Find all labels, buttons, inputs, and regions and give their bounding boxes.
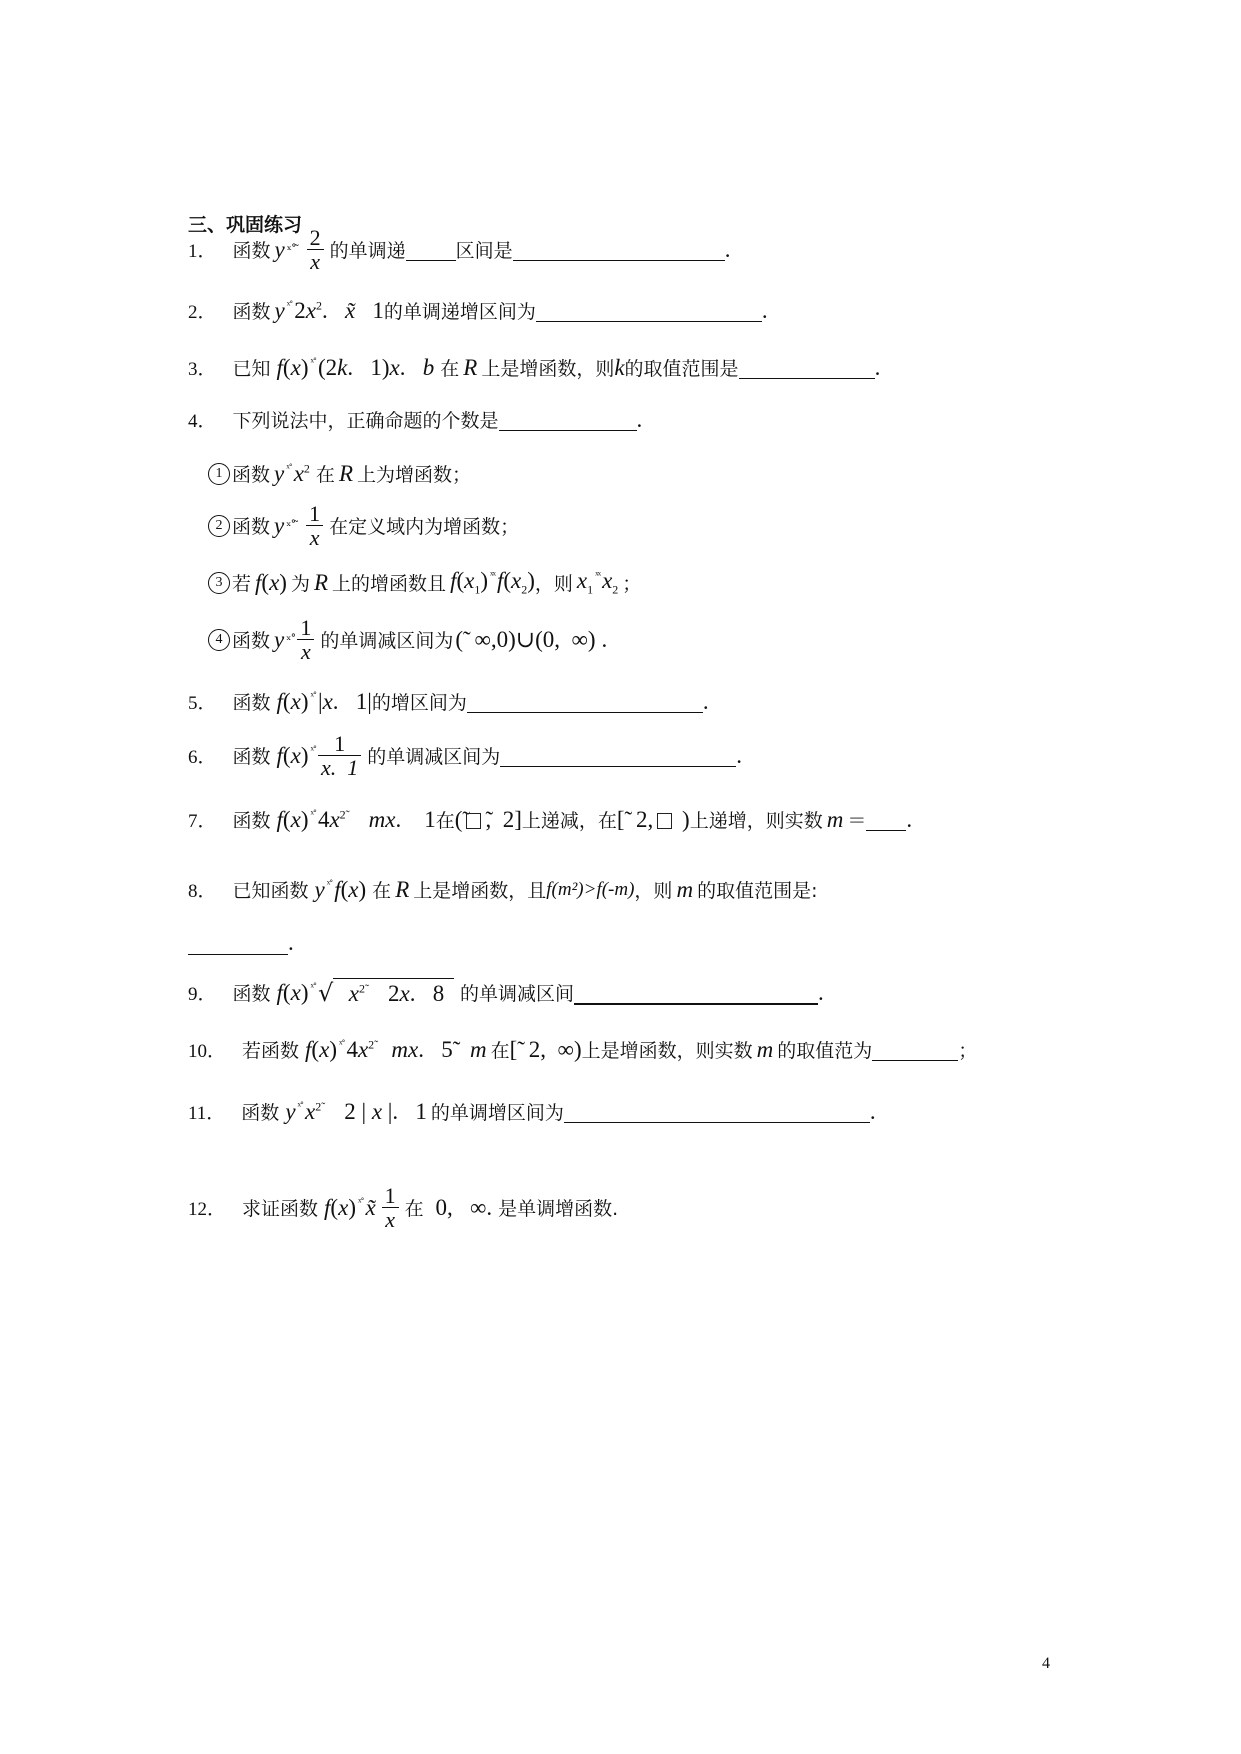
punctuation: . (702, 688, 709, 714)
answer-blank[interactable] (513, 238, 725, 261)
math-expr: f(x) $^{ˣ˚}$(2k. 1)x. b (276, 354, 435, 380)
question-number: 5． (188, 693, 217, 714)
circled-number: 3 (208, 572, 230, 594)
statement-text: 函数 (232, 630, 271, 653)
math-expr: y $^{ˣ˚}x^{2̃}$ 2 | x |. 1 (285, 1098, 427, 1124)
answer-blank[interactable] (872, 1038, 958, 1061)
question-text: 函数 (232, 301, 271, 323)
statement-text: 在 (315, 464, 335, 486)
question-text: 下列说法中，正确命题的个数是 (232, 410, 499, 432)
question-text: 在 (440, 358, 460, 380)
statement-text: 函数 (232, 464, 271, 486)
math-expr: R (338, 460, 353, 486)
question-text: 函数 (232, 810, 271, 832)
question-number: 12． (188, 1199, 227, 1221)
question-text: 求证函数 (242, 1198, 319, 1221)
punctuation: . (736, 742, 742, 768)
statement-3 (208, 568, 641, 598)
math-expr: R (395, 876, 410, 902)
math-expr: R (463, 354, 478, 380)
question-text: 在 (435, 810, 455, 832)
statement-2: 2 函数 y ˣ˚ ̃ $\frac{1}{x}$ 在定义域内为增函数； (208, 502, 519, 549)
question-number: 9． (188, 984, 217, 1005)
math-expr: y (274, 512, 285, 538)
math-expr: y $^{ˣ˚}$f(x) (314, 876, 367, 902)
math-expr: y $^{ˣ˚}x^2$ (274, 460, 310, 486)
question-text: 函数 (232, 692, 271, 714)
question-text: 在 (372, 880, 392, 902)
question-text: 的取值范围是: (697, 880, 818, 902)
question-text: ，则 (634, 880, 673, 902)
answer-blank[interactable] (467, 690, 703, 713)
question-text: 的取值范 (777, 1040, 854, 1062)
question-11 (188, 1098, 876, 1125)
math-expr: f(x) $^{ˣ˚}4x^{2̃}$ mx. 1 (276, 806, 436, 832)
statement-text: 上为增函数； (357, 464, 472, 486)
page-number: 4 (1042, 1655, 1050, 1672)
question-7 (188, 806, 912, 833)
punctuation: . (817, 979, 824, 1005)
math-expr: f(x) $^{ˣ˚}4x^{2̃}$ mx. 5̃ m (305, 1036, 487, 1062)
circled-number: 4 (208, 629, 230, 651)
question-text: ＝ (847, 810, 867, 832)
math-expr: m (826, 806, 844, 832)
question-number: 2． (188, 302, 217, 323)
fraction: $\frac{2}{x}$ (307, 226, 324, 273)
punctuation: . (874, 354, 881, 380)
math-expr: y (274, 236, 285, 262)
math-expr: k (614, 354, 625, 380)
answer-blank[interactable] (406, 238, 456, 261)
punctuation: . (761, 297, 768, 323)
question-number: 6． (188, 747, 217, 769)
statement-text: 上的增函数且 (332, 573, 447, 596)
question-10 (188, 1036, 977, 1063)
answer-blank[interactable] (866, 808, 906, 831)
math-expr: y $^{ˣ˚}2x^2$. x̃ 1 (274, 297, 384, 323)
math-expr: m (756, 1036, 774, 1062)
math-expr: f(x) (255, 569, 287, 595)
answer-blank[interactable] (499, 408, 637, 431)
statement-text: 在定义域内为增函数； (329, 516, 520, 539)
question-text: 的单调减区间 (459, 983, 574, 1005)
question-text: 在 (490, 1040, 510, 1062)
question-5 (188, 688, 709, 715)
section-title: 三、巩固练习 (188, 214, 303, 236)
answer-blank[interactable] (564, 1100, 870, 1123)
punctuation: . (906, 806, 913, 832)
fraction: $\frac{1}{x}$ (297, 616, 314, 663)
math-expr: $f(x_1)$ $^{ˣˣ}f(x_2)$ (450, 568, 535, 597)
answer-blank[interactable] (739, 356, 875, 379)
question-text: 上递增，则实数 (689, 810, 823, 832)
sqrt-sign: √ (317, 978, 334, 1007)
answer-blank[interactable] (500, 744, 736, 767)
question-text: 函数 (241, 1102, 280, 1124)
question-number: 7． (188, 811, 217, 832)
statement-4: 4 函数 y ˣ˚ $\frac{1}{x}$ 的单调减区间为 (̃ ∞,0)∪(0, ∞) . (208, 616, 607, 663)
question-6 (188, 732, 742, 779)
question-9 (188, 978, 824, 1007)
math-expr: R (313, 569, 329, 595)
circled-number: 1 (208, 463, 230, 485)
question-text: 已知 (232, 358, 271, 380)
question-text: 的增区间为 (371, 692, 467, 714)
math-expr: m (676, 876, 694, 902)
math-expr: [̃ 2, ) (616, 806, 690, 832)
question-text: 若函数 (242, 1040, 300, 1062)
punctuation: . (869, 1098, 876, 1124)
statement-text: 为 (290, 573, 310, 596)
math-expr: 0, ∞. (429, 1194, 493, 1220)
fraction: $\frac{1}{x}$ (306, 502, 323, 549)
fraction: $\frac{1}{x}$ (382, 1184, 399, 1231)
question-2 (188, 297, 768, 324)
statement-1 (208, 460, 471, 487)
question-text: 的单调递 (329, 240, 406, 263)
question-text: 的单调增区间为 (430, 1102, 564, 1124)
statement-text: 若 (232, 573, 252, 596)
question-number: 10． (188, 1041, 227, 1062)
question-number: 11． (188, 1103, 226, 1124)
question-text: 的取值范围是 (624, 358, 739, 380)
question-text: 函数 (232, 983, 271, 1005)
math-expr: f(x) $^{ˣ˚}$ (276, 742, 316, 768)
fraction: $\frac{1}{x. 1}$ (318, 732, 361, 779)
math-expr: [̃ 2, ∞) (509, 1036, 582, 1062)
math-expr: (̃ ∞,0)∪(0, ∞) (455, 626, 596, 652)
condition-expr: f(m²)>f(-m) (546, 878, 635, 900)
math-expr: f(x) $^{ˣ˚}$ (276, 979, 316, 1005)
question-number: 1． (188, 241, 217, 263)
question-number: 4． (188, 411, 217, 432)
question-1: 1． 函数 y ˣ˚ ̃ $\frac{2}{x}$ 的单调递 区间是 . (188, 225, 731, 275)
statement-text: 的单调减区间为 (320, 630, 454, 653)
question-text: 区间是 (455, 240, 513, 263)
question-4 (188, 406, 642, 433)
math-expr: y (274, 626, 285, 652)
math-expr: $x^{2̃}$ 2x. 8 (333, 978, 454, 1007)
question-text: 的单调递增区间为 (383, 301, 536, 323)
punctuation: ； (622, 573, 642, 596)
question-text: 上是增函数，且 (413, 880, 547, 902)
question-8 (188, 876, 817, 903)
answer-blank[interactable] (536, 299, 762, 322)
question-text: 函数 (232, 240, 271, 263)
punctuation: . (601, 626, 608, 652)
statement-text: 函数 (232, 516, 271, 539)
question-text: 上是增函数，则 (481, 358, 615, 380)
math-expr: f(x) $^{ˣ˚}$x̃ (324, 1194, 376, 1220)
question-number: 3． (188, 359, 217, 380)
question-8-answer (188, 930, 294, 956)
punctuation: . (636, 406, 643, 432)
math-expr: $x_1^{ˣˣ}x_2$ (576, 568, 619, 597)
punctuation: . (288, 930, 294, 955)
math-expr: f(x) $^{ˣ˚}$|x. 1| (276, 688, 372, 714)
question-text: 在 (404, 1198, 424, 1221)
question-text: 为 (853, 1040, 873, 1062)
question-text: 是单调增函数. (498, 1198, 619, 1221)
question-text: 的单调减区间为 (367, 746, 501, 769)
question-text: 函数 (232, 746, 271, 769)
punctuation: ； (958, 1040, 978, 1062)
statement-text: ，则 (534, 573, 573, 596)
question-text: 已知函数 (232, 880, 309, 902)
punctuation: . (724, 236, 731, 262)
question-3 (188, 354, 880, 381)
answer-blank[interactable] (188, 932, 288, 955)
question-text: 上是增函数，则实数 (581, 1040, 753, 1062)
circled-number: 2 (208, 515, 230, 537)
question-number: 8． (188, 881, 217, 902)
answer-blank[interactable] (574, 981, 818, 1005)
question-12 (188, 1184, 618, 1231)
question-text: 上递减，在 (521, 810, 617, 832)
math-expr: (̃ ̃, 2] (454, 806, 522, 832)
